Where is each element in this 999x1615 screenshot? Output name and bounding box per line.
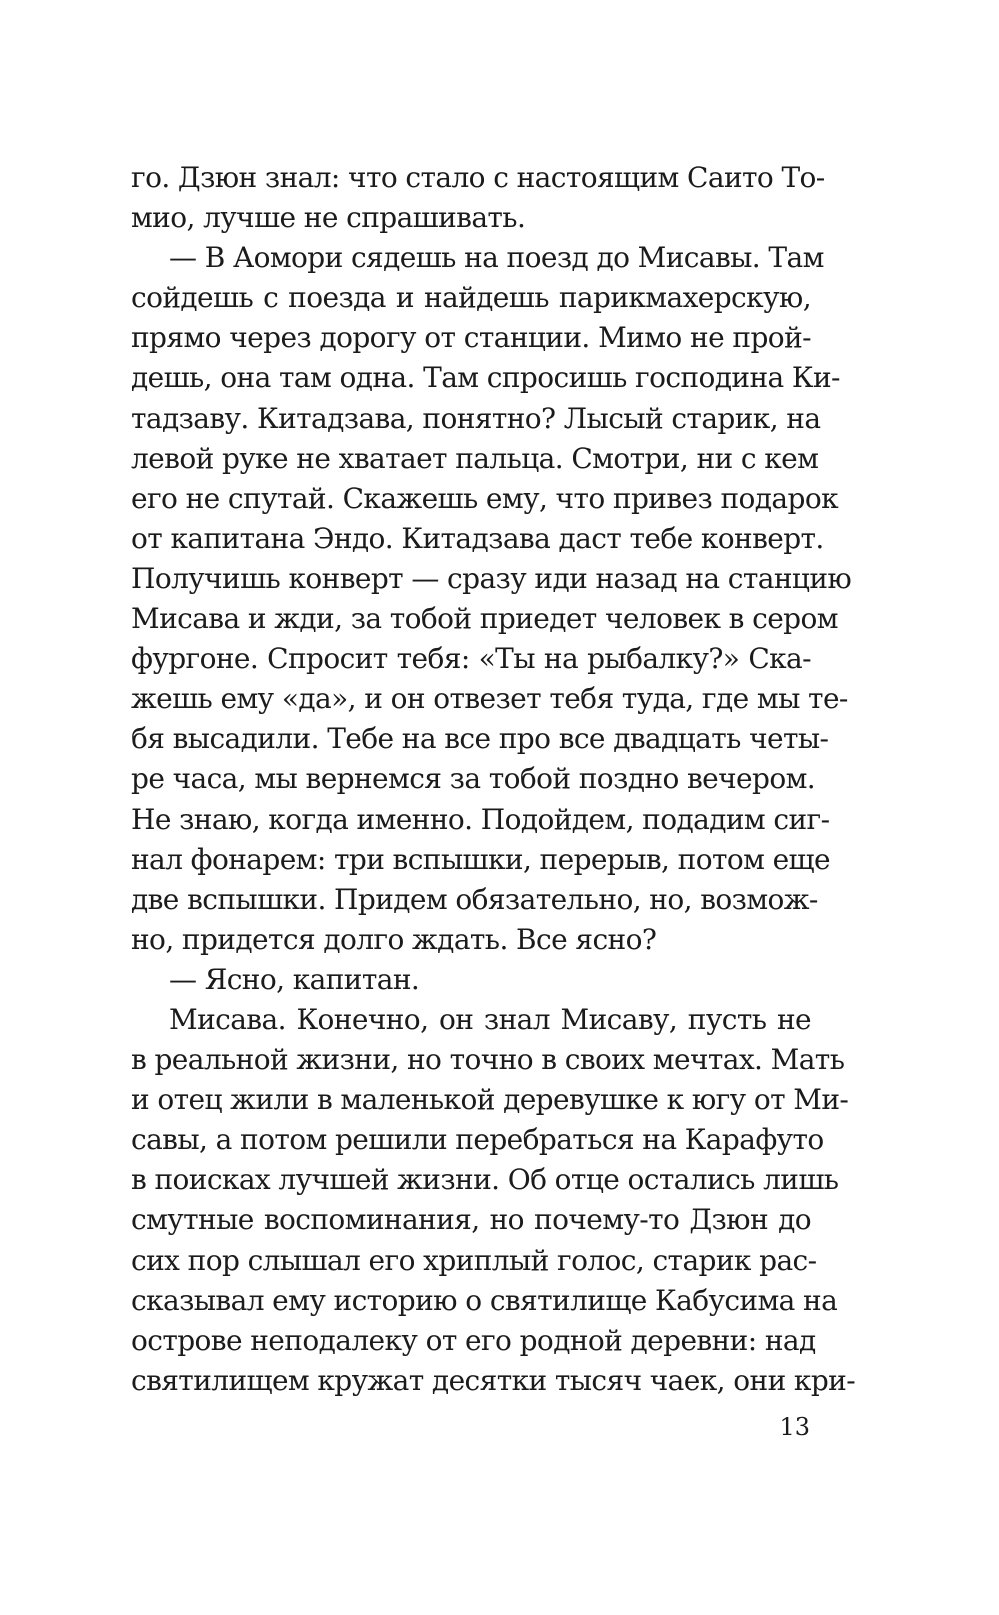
body-text <box>131 158 856 1401</box>
page-number: 13 <box>779 1413 810 1441</box>
text-line: Мисава. Конечно, он знал Мисаву, пусть не <box>169 1002 811 1036</box>
text-line: фургоне. Спросит тебя: «Ты на рыбалку?» Ска- <box>131 642 811 676</box>
text-line: от капитана Эндо. Китадзава даст тебе конверт. <box>131 521 824 555</box>
text-line: тадзаву. Китадзава, понятно? Лысый старик, на <box>131 401 821 435</box>
text-line: го. Дзюн знал: что стало с настоящим Саито То- <box>131 161 825 194</box>
text-line: нал фонарем: три вспышки, перерыв, потом еще <box>131 842 830 876</box>
text-line: жешь ему «да», и он отвезет тебя туда, где мы те- <box>131 682 848 716</box>
text-line: прямо через дорогу от станции. Мимо не прой- <box>131 321 811 355</box>
text-line: дешь, она там одна. Там спросишь господина Ки- <box>131 361 840 395</box>
text-line: сказывал ему историю о святилище Кабусима на <box>131 1283 838 1317</box>
text-line: святилищем кружат десятки тысяч чаек, они кри- <box>131 1363 856 1397</box>
text-line: Не знаю, когда именно. Подойдем, подадим сиг- <box>131 802 830 836</box>
text-line: мио, лучше не спрашивать. <box>131 201 526 235</box>
text-line: левой руке не хватает пальца. Смотри, ни с кем <box>131 441 819 475</box>
text-line: острове неподалеку от его родной деревни: над <box>131 1323 816 1357</box>
text-line: сойдешь с поезда и найдешь парикмахерскую, <box>131 281 811 315</box>
text-line: смутные воспоминания, но почему-то Дзюн до <box>131 1203 811 1237</box>
text-line: в поисках лучшей жизни. Об отце остались лишь <box>131 1163 839 1197</box>
text-line: — В Аомори сядешь на поезд до Мисавы. Там <box>169 241 824 275</box>
text-line: в реальной жизни, но точно в своих мечтах. Мать <box>131 1043 845 1077</box>
text-line: и отец жили в маленькой деревушке к югу от Ми- <box>131 1083 849 1117</box>
text-line: Мисава и жди, за тобой приедет человек в сером <box>131 602 838 636</box>
text-line: ре часа, мы вернемся за тобой поздно вечером. <box>131 762 816 796</box>
text-line: сих пор слышал его хриплый голос, старик рас- <box>131 1243 817 1277</box>
text-line: его не спутай. Скажешь ему, что привез подарок <box>131 481 838 515</box>
text-line: — Ясно, капитан. <box>169 962 420 996</box>
text-line: две вспышки. Придем обязательно, но, возмож- <box>131 882 818 916</box>
text-line: Получишь конверт — сразу иди назад на станцию <box>131 561 852 595</box>
text-line: но, придется долго ждать. Все ясно? <box>131 922 657 956</box>
text-line: бя высадили. Тебе на все про все двадцать четы- <box>131 722 829 756</box>
text-line: савы, а потом решили перебраться на Карафуто <box>131 1123 824 1157</box>
